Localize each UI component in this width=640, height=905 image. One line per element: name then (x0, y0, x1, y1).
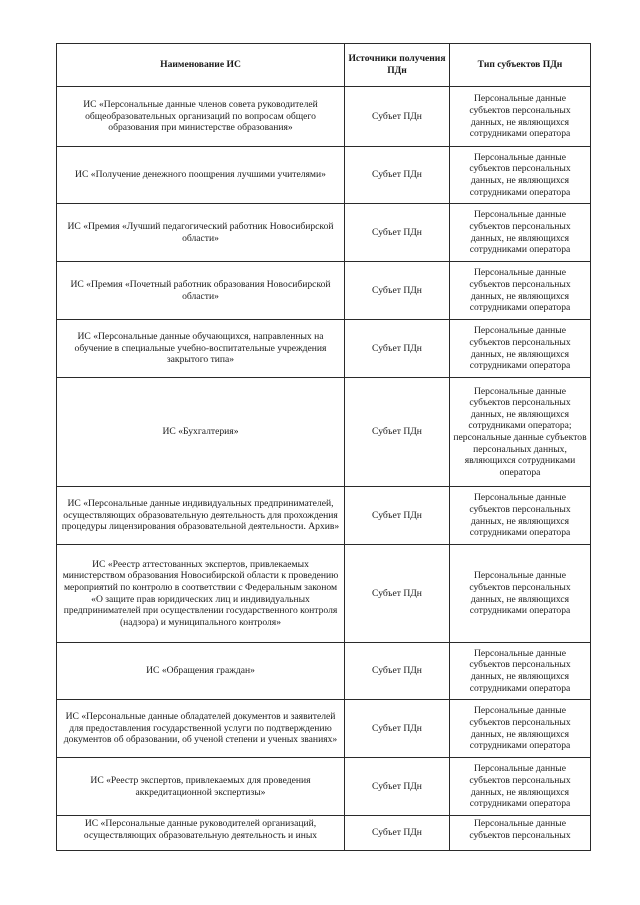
cell-name: ИС «Персональные данные обладателей документов и заявителей для предоставления государственной услуги по подтверждению документов об образовании, об ученой степени и ученых званиях» (57, 700, 345, 758)
cell-type: Персональные данные субъектов персональных данных, не являющихся сотрудниками оператора (450, 758, 591, 816)
cell-source: Субъет ПДн (345, 147, 450, 204)
header-name: Наименование ИС (57, 44, 345, 87)
cell-source: Субъет ПДн (345, 320, 450, 378)
cell-type: Персональные данные субъектов персональных данных, не являющихся сотрудниками оператора (450, 262, 591, 320)
header-source: Источники получения ПДн (345, 44, 450, 87)
table-row (57, 262, 591, 320)
table-row (57, 204, 591, 262)
table-row (57, 545, 591, 643)
cell-type: Персональные данные субъектов персональных данных, не являющихся сотрудниками оператора (450, 487, 591, 545)
cell-type-text: Персональные данные субъектов персональных (469, 818, 571, 841)
cell-name: ИС «Получение денежного поощрения лучшими учителями» (57, 147, 345, 204)
table-row (57, 320, 591, 378)
is-table (56, 43, 591, 851)
table-header-row (57, 44, 591, 87)
table-row (57, 643, 591, 700)
table-row (57, 758, 591, 816)
cell-type: Персональные данные субъектов персональных данных, не являющихся сотрудниками оператора; персональные данные субъектов персональных данных, являющихся сотрудниками оператора (450, 378, 591, 487)
header-type: Тип субъектов ПДн (450, 44, 591, 87)
table-row (57, 378, 591, 487)
cell-type: Персональные данные субъектов персональных данных, не являющихся сотрудниками оператора (450, 700, 591, 758)
cell-source: Субъет ПДн (345, 700, 450, 758)
cell-source: Субъет ПДн (345, 487, 450, 545)
cell-name-text: ИС «Персональные данные руководителей организаций, осуществляющих образовательную деятельность и иных (83, 818, 318, 841)
document-page (56, 43, 590, 851)
cell-type (450, 816, 591, 851)
cell-name: ИС «Бухгалтерия» (57, 378, 345, 487)
table-row (57, 87, 591, 147)
cell-source: Субъет ПДн (345, 758, 450, 816)
cell-type: Персональные данные субъектов персональных данных, не являющихся сотрудниками оператора (450, 320, 591, 378)
cell-type: Персональные данные субъектов персональных данных, не являющихся сотрудниками оператора (450, 643, 591, 700)
cell-name: ИС «Реестр экспертов, привлекаемых для проведения аккредитационной экспертизы» (57, 758, 345, 816)
cell-type: Персональные данные субъектов персональных данных, не являющихся сотрудниками оператора (450, 147, 591, 204)
cell-source: Субъет ПДн (345, 87, 450, 147)
table-row (57, 147, 591, 204)
table-row (57, 816, 591, 851)
cell-name: ИС «Премия «Лучший педагогический работник Новосибирской области» (57, 204, 345, 262)
cell-name: ИС «Премия «Почетный работник образования Новосибирской области» (57, 262, 345, 320)
cell-name: ИС «Персональные данные обучающихся, направленных на обучение в специальные учебно-воспитательные учреждения закрытого типа» (57, 320, 345, 378)
cell-source: Субъет ПДн (345, 378, 450, 487)
table-row (57, 487, 591, 545)
cell-name: ИС «Обращения граждан» (57, 643, 345, 700)
cell-source: Субъет ПДн (345, 262, 450, 320)
cell-type: Персональные данные субъектов персональных данных, не являющихся сотрудниками оператора (450, 204, 591, 262)
cell-source: Субъет ПДн (345, 545, 450, 643)
cell-source: Субъет ПДн (345, 643, 450, 700)
cell-name: ИС «Персональные данные индивидуальных предпринимателей, осуществляющих образовательную деятельность для прохождения процедуры лицензирования образовательной деятельности. Архив» (57, 487, 345, 545)
cell-name: ИС «Персональные данные членов совета руководителей общеобразовательных организаций по вопросам общего образования при министерстве образования» (57, 87, 345, 147)
cell-name (57, 816, 345, 851)
cell-source: Субъет ПДн (345, 816, 450, 851)
cell-type: Персональные данные субъектов персональных данных, не являющихся сотрудниками оператора (450, 545, 591, 643)
cell-source: Субъет ПДн (345, 204, 450, 262)
table-row (57, 700, 591, 758)
cell-name: ИС «Реестр аттестованных экспертов, привлекаемых министерством образования Новосибирской области к проведению мероприятий по контролю в соответствии с Федеральным законом «О защите прав юридических лиц и индивидуальных предпринимателей при осуществлении государственного контроля (надзора) и муниципального контроля» (57, 545, 345, 643)
cell-type: Персональные данные субъектов персональных данных, не являющихся сотрудниками оператора (450, 87, 591, 147)
